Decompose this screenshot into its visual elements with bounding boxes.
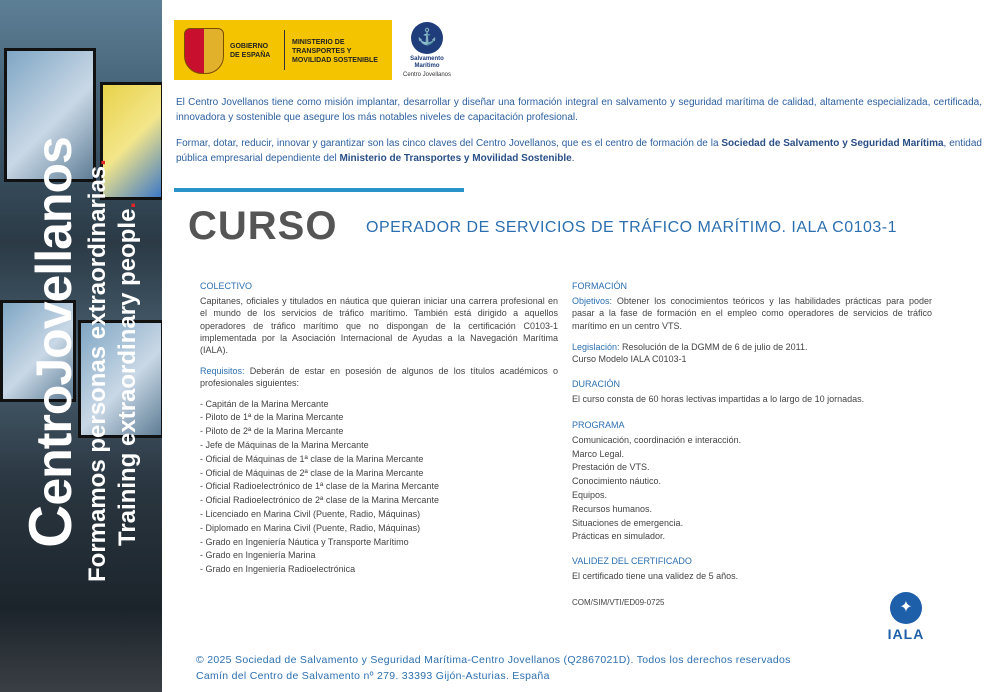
brand-vertical-text	[16, 137, 85, 548]
slogan-spanish	[84, 159, 112, 582]
curso-modelo: Curso Modelo IALA C0103-1	[572, 354, 687, 365]
requisitos-text	[200, 365, 558, 389]
intro-p2-text: Formar, dotar, reducir, innovar y garantizar son las cinco claves del Centro Jovellanos, que es el centro de formación de la	[176, 138, 722, 149]
iala-label: IALA	[887, 626, 925, 642]
requisitos-body: Deberán de estar en posesión de algunos de los títulos académicos o profesionales siguientes:	[200, 366, 558, 389]
programa-heading: PROGRAMA	[572, 419, 625, 430]
intro-paragraph-1: El Centro Jovellanos tiene como misión implantar, desarrollar y diseñar una formación integral en salvamento y seguridad marítima de calidad, altamente especializada, certificada, innovadora y sostenible que asegure los más notables niveles de capacitación profesional.	[176, 97, 982, 123]
titulo-item: - Oficial de Máquinas de 2ª clase de la Marina Mercante	[200, 467, 424, 478]
titulo-item: - Oficial Radioelectrónico de 2ª clase de la Marina Mercante	[200, 495, 439, 506]
left-column	[200, 280, 558, 577]
salvamento-maritimo-logo	[400, 22, 454, 80]
anchor-emblem-icon: ⚓	[411, 22, 443, 54]
legislacion-label: Legislación:	[572, 341, 620, 352]
sm-subname: Centro Jovellanos	[402, 72, 452, 78]
objetivos-text	[572, 295, 932, 332]
brand-name: entroJovellanos	[26, 137, 82, 506]
ministerio-name: Ministerio de Transportes y Movilidad Sostenible	[339, 153, 572, 164]
footer-copyright: © 2025 Sociedad de Salvamento y Seguridad Marítima-Centro Jovellanos (Q2867021D). Todos los derechos reservados	[196, 654, 791, 666]
titulo-item: - Oficial de Máquinas de 1ª clase de la Marina Mercante	[200, 453, 424, 464]
titulo-item: - Diplomado en Marina Civil (Puente, Radio, Máquinas)	[200, 522, 421, 533]
objetivos-label: Objetivos:	[572, 296, 613, 307]
titulo-item: - Piloto de 1ª de la Marina Mercante	[200, 412, 344, 423]
ministerio-label: MINISTERIO DE TRANSPORTES Y MOVILIDAD SOSTENIBLE	[292, 39, 378, 64]
document-reference: COM/SIM/VTI/ED09-0725	[572, 597, 665, 607]
gobierno-espana-logo	[174, 20, 392, 80]
titulo-item: - Piloto de 2ª de la Marina Mercante	[200, 426, 344, 437]
programa-item: Recursos humanos.	[572, 503, 653, 514]
iala-emblem-icon: ✦	[890, 592, 922, 624]
legislacion-body: Resolución de la DGMM de 6 de julio de 2011.	[619, 341, 808, 352]
right-column	[572, 280, 932, 609]
colectivo-text: Capitanes, oficiales y titulados en náutica que quieran iniciar una carrera profesional en el mundo de los servicios de tráfico marítimo. También está dirigido a aquellos operadores de tráfico marítimo que no dispongan de la certificación C0103-1 implementada por la Asociación Internacional de Ayudas a la Navegación Marítima (IALA).	[200, 296, 558, 356]
objetivos-body: Obtener los conocimientos teóricos y las habilidades prácticas para poder pasar a la fase de formación en el empleo como operadores de servicios de tráfico marítimo en un centro VTS.	[572, 296, 932, 331]
footer-address: Camín del Centro de Salvamento nº 279. 33393 Gijón-Asturias. España	[196, 670, 550, 682]
programa-item: Equipos.	[572, 490, 608, 501]
validez-heading: VALIDEZ DEL CERTIFICADO	[572, 556, 692, 567]
coat-of-arms-icon	[184, 28, 224, 74]
slogan-en-text: Training extraordinary people	[114, 208, 141, 546]
slogan-english	[114, 202, 142, 546]
titulo-item: - Capitán de la Marina Mercante	[200, 398, 329, 409]
titulos-list	[200, 398, 558, 577]
programa-list	[572, 434, 932, 544]
titulo-item: - Grado en Ingeniería Marina	[200, 550, 316, 561]
sasemar-name: Sociedad de Salvamento y Seguridad Marítima	[721, 138, 944, 149]
requisitos-label: Requisitos:	[200, 366, 245, 377]
titulo-item: - Grado en Ingeniería Radioelectrónica	[200, 564, 356, 575]
sm-name: Salvamento Marítimo	[410, 56, 444, 69]
colectivo-heading: COLECTIVO	[200, 281, 253, 291]
logo-divider	[284, 30, 285, 70]
sidebar-photo-banner	[0, 0, 162, 692]
intro-p2-text: .	[571, 153, 575, 164]
programa-item: Conocimiento náutico.	[572, 476, 662, 487]
validez-text: El certificado tiene una validez de 5 años.	[572, 571, 739, 582]
programa-item: Situaciones de emergencia.	[572, 517, 684, 528]
iala-logo	[878, 592, 934, 642]
duracion-heading: DURACIÓN	[572, 379, 621, 390]
titulo-item: - Grado en Ingeniería Náutica y Transporte Marítimo	[200, 536, 409, 547]
gobierno-label: GOBIERNO DE ESPAÑA	[230, 43, 271, 59]
formacion-heading: FORMACIÓN	[572, 281, 627, 291]
slogan-es-text: Formamos personas extraordinarias	[84, 165, 111, 582]
titulo-item: - Oficial Radioelectrónico de 1ª clase de la Marina Mercante	[200, 481, 439, 492]
programa-item: Prácticas en simulador.	[572, 531, 666, 542]
programa-item: Marco Legal.	[572, 448, 625, 459]
duracion-text: El curso consta de 60 horas lectivas impartidas a lo largo de 10 jornadas.	[572, 394, 865, 405]
brand-initial: C	[17, 505, 84, 548]
titulo-item: - Licenciado en Marina Civil (Puente, Radio, Máquinas)	[200, 509, 421, 519]
legislacion-text	[572, 341, 932, 353]
titulo-item: - Jefe de Máquinas de la Marina Mercante	[200, 440, 369, 451]
slogan-dot: .	[84, 159, 111, 166]
curso-label: CURSO	[188, 204, 338, 248]
slogan-dot: .	[114, 201, 141, 209]
intro-p2-text: , entidad pública empresarial dependiente del	[176, 138, 982, 164]
programa-item: Prestación de VTS.	[572, 462, 650, 473]
section-divider	[174, 188, 464, 192]
intro-paragraph-2	[176, 136, 982, 166]
programa-item: Comunicación, coordinación e interacción.	[572, 434, 742, 445]
course-title: OPERADOR DE SERVICIOS DE TRÁFICO MARÍTIMO. IALA C0103-1	[366, 219, 898, 236]
